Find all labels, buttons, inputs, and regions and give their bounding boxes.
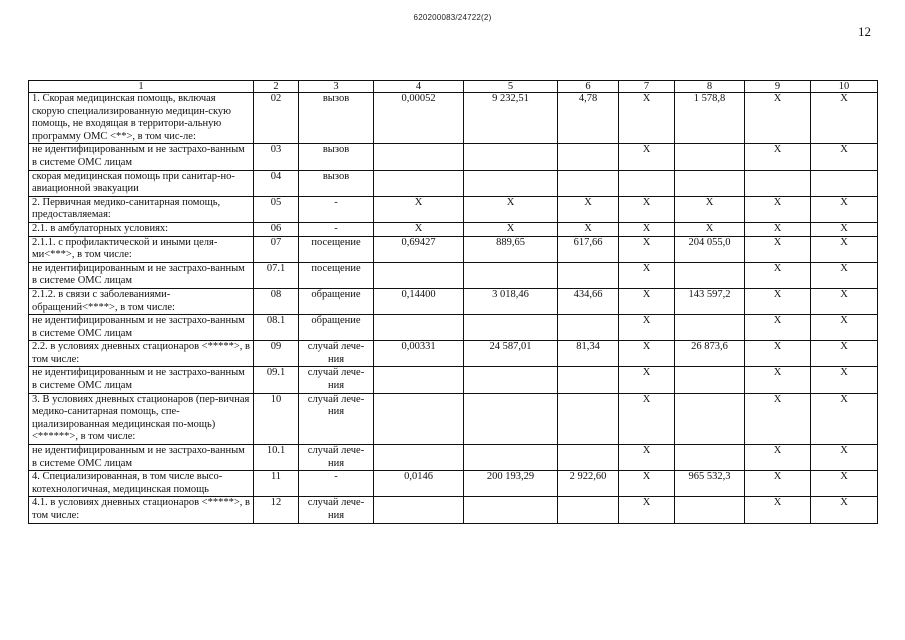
table-cell: 1. Скорая медицинская помощь, включая скорую специализированную медицин-скую помощь, не входящая в территори-альную программу ОМС <**>, в том чис-ле:	[29, 93, 254, 144]
table-cell: X	[619, 144, 675, 170]
table-cell	[558, 144, 619, 170]
table-cell: 0,69427	[374, 236, 464, 262]
table-cell: X	[745, 144, 811, 170]
table-row	[29, 315, 878, 341]
table-cell: X	[558, 196, 619, 222]
table-cell	[675, 393, 745, 444]
table-cell	[464, 393, 558, 444]
table-cell: X	[811, 236, 878, 262]
table-cell: посещение	[299, 262, 374, 288]
table-cell: 617,66	[558, 236, 619, 262]
table-cell: X	[619, 315, 675, 341]
table-cell: 889,65	[464, 236, 558, 262]
table-row	[29, 196, 878, 222]
table-cell: X	[619, 341, 675, 367]
table-cell: 2.1. в амбулаторных условиях:	[29, 222, 254, 236]
table-cell: 04	[254, 170, 299, 196]
table-row	[29, 497, 878, 523]
table-cell: 24 587,01	[464, 341, 558, 367]
table-cell: X	[811, 393, 878, 444]
table-cell: не идентифицированным и не застрахо-ванным в системе ОМС лицам	[29, 144, 254, 170]
table-cell: X	[619, 236, 675, 262]
table-row	[29, 288, 878, 314]
data-table	[28, 80, 878, 524]
table-cell: 02	[254, 93, 299, 144]
table-cell: 0,0146	[374, 471, 464, 497]
table-cell: 07.1	[254, 262, 299, 288]
table-cell: 10	[254, 393, 299, 444]
table-cell: 3 018,46	[464, 288, 558, 314]
table-cell	[374, 393, 464, 444]
table-cell: X	[811, 445, 878, 471]
table-cell: X	[811, 315, 878, 341]
table-cell: 204 055,0	[675, 236, 745, 262]
table-cell	[558, 497, 619, 523]
table-cell: 2.2. в условиях дневных стационаров <*****>, в том числе:	[29, 341, 254, 367]
table-cell: X	[811, 196, 878, 222]
table-row	[29, 170, 878, 196]
table-cell: X	[745, 393, 811, 444]
table-cell	[675, 445, 745, 471]
table-cell: обращение	[299, 288, 374, 314]
table-cell: не идентифицированным и не застрахо-ванным в системе ОМС лицам	[29, 367, 254, 393]
table-cell: не идентифицированным и не застрахо-ванным в системе ОМС лицам	[29, 445, 254, 471]
table-cell	[745, 170, 811, 196]
table-cell: X	[745, 497, 811, 523]
table-cell: случай лече-ния	[299, 367, 374, 393]
table-cell: X	[619, 393, 675, 444]
table-row	[29, 262, 878, 288]
header-row	[29, 81, 878, 93]
table-cell	[675, 262, 745, 288]
table-cell: X	[811, 471, 878, 497]
table-cell	[675, 367, 745, 393]
table-cell: 4,78	[558, 93, 619, 144]
table-cell: X	[464, 222, 558, 236]
table-cell: X	[811, 288, 878, 314]
column-header: 3	[299, 81, 374, 93]
table-cell: -	[299, 222, 374, 236]
table-cell: X	[619, 445, 675, 471]
table-cell: 81,34	[558, 341, 619, 367]
table-row	[29, 222, 878, 236]
table-cell: случай лече-ния	[299, 341, 374, 367]
table-cell: 2.1.2. в связи с заболеваниями-обращений<****>, в том числе:	[29, 288, 254, 314]
table-cell	[558, 170, 619, 196]
table-cell: X	[811, 262, 878, 288]
table-row	[29, 341, 878, 367]
table-cell: вызов	[299, 144, 374, 170]
table-cell: X	[811, 341, 878, 367]
column-header: 5	[464, 81, 558, 93]
table-cell: X	[811, 367, 878, 393]
table-cell: 11	[254, 471, 299, 497]
table-cell: X	[745, 262, 811, 288]
table-cell: -	[299, 196, 374, 222]
table-cell: 08	[254, 288, 299, 314]
table-cell: X	[619, 471, 675, 497]
table-cell	[675, 497, 745, 523]
table-cell: X	[619, 262, 675, 288]
table-cell	[558, 393, 619, 444]
table-cell	[464, 367, 558, 393]
table-cell: X	[619, 196, 675, 222]
table-cell: 09.1	[254, 367, 299, 393]
table-row	[29, 93, 878, 144]
table-cell: -	[299, 471, 374, 497]
column-header: 2	[254, 81, 299, 93]
table-cell: 2 922,60	[558, 471, 619, 497]
table-cell: X	[675, 196, 745, 222]
table-cell	[558, 262, 619, 288]
table-cell	[464, 262, 558, 288]
table-cell	[675, 315, 745, 341]
table-cell	[464, 144, 558, 170]
table-cell	[464, 170, 558, 196]
table-cell: не идентифицированным и не застрахо-ванным в системе ОМС лицам	[29, 262, 254, 288]
table-row	[29, 367, 878, 393]
table-cell: X	[745, 367, 811, 393]
table-cell: X	[811, 497, 878, 523]
table-cell	[374, 144, 464, 170]
table-cell: 434,66	[558, 288, 619, 314]
table-row	[29, 445, 878, 471]
table-cell: 3. В условиях дневных стационаров (пер-вичная медико-санитарная помощь, спе-циализированная медицинская по-мощь)<******>, в том числе:	[29, 393, 254, 444]
table-cell: 4. Специализированная, в том числе высо-котехнологичная, медицинская помощь	[29, 471, 254, 497]
document-id: 620200083/24722(2)	[413, 13, 492, 22]
table-cell: X	[619, 93, 675, 144]
table-cell	[374, 497, 464, 523]
table-cell: X	[619, 222, 675, 236]
column-header: 7	[619, 81, 675, 93]
table-cell: обращение	[299, 315, 374, 341]
table-row	[29, 471, 878, 497]
table-cell	[464, 315, 558, 341]
table-cell: 08.1	[254, 315, 299, 341]
table-cell: X	[745, 471, 811, 497]
table-row	[29, 144, 878, 170]
table-cell: X	[811, 144, 878, 170]
table-cell: 0,00331	[374, 341, 464, 367]
table-cell: 07	[254, 236, 299, 262]
table-cell: 12	[254, 497, 299, 523]
table-cell: X	[745, 445, 811, 471]
table-cell	[558, 445, 619, 471]
table-cell: вызов	[299, 93, 374, 144]
table-cell: 2. Первичная медико-санитарная помощь, предоставляемая:	[29, 196, 254, 222]
table-cell	[464, 445, 558, 471]
table-cell: X	[745, 341, 811, 367]
table-cell: X	[745, 222, 811, 236]
table-cell	[374, 262, 464, 288]
column-header: 4	[374, 81, 464, 93]
table-cell: случай лече-ния	[299, 393, 374, 444]
table-cell: X	[675, 222, 745, 236]
table-cell: 1 578,8	[675, 93, 745, 144]
table-cell	[675, 170, 745, 196]
table-cell: X	[745, 236, 811, 262]
table-cell: 2.1.1. с профилактической и иными целя-ми<***>, в том числе:	[29, 236, 254, 262]
table-cell	[374, 445, 464, 471]
table-cell	[558, 367, 619, 393]
table-row	[29, 236, 878, 262]
table-cell: X	[745, 288, 811, 314]
table-cell: 03	[254, 144, 299, 170]
table-cell: 200 193,29	[464, 471, 558, 497]
table-cell: 0,14400	[374, 288, 464, 314]
table-cell	[675, 144, 745, 170]
page-number: 12	[858, 24, 871, 39]
table-cell: X	[619, 367, 675, 393]
table-cell: 09	[254, 341, 299, 367]
table-row	[29, 393, 878, 444]
table-cell: X	[745, 93, 811, 144]
table-cell: 10.1	[254, 445, 299, 471]
table-cell: X	[745, 315, 811, 341]
table-cell: X	[374, 196, 464, 222]
table-cell: X	[745, 196, 811, 222]
table-cell: посещение	[299, 236, 374, 262]
table-cell: случай лече-ния	[299, 445, 374, 471]
table-cell: вызов	[299, 170, 374, 196]
column-header: 8	[675, 81, 745, 93]
table-cell: X	[811, 93, 878, 144]
table-cell: X	[619, 288, 675, 314]
table-cell: X	[558, 222, 619, 236]
column-header: 9	[745, 81, 811, 93]
table-cell: 05	[254, 196, 299, 222]
table-cell	[374, 315, 464, 341]
table-cell: X	[374, 222, 464, 236]
table-cell: случай лече-ния	[299, 497, 374, 523]
table-cell: не идентифицированным и не застрахо-ванным в системе ОМС лицам	[29, 315, 254, 341]
table-cell: 26 873,6	[675, 341, 745, 367]
table-cell: 965 532,3	[675, 471, 745, 497]
table-cell	[374, 170, 464, 196]
column-header: 10	[811, 81, 878, 93]
table-cell: 143 597,2	[675, 288, 745, 314]
table-cell: 4.1. в условиях дневных стационаров <*****>, в том числе:	[29, 497, 254, 523]
table-cell: X	[811, 222, 878, 236]
table-cell	[464, 497, 558, 523]
column-header: 6	[558, 81, 619, 93]
table-cell: 06	[254, 222, 299, 236]
table-cell: X	[619, 497, 675, 523]
table-cell: X	[464, 196, 558, 222]
column-header: 1	[29, 81, 254, 93]
table-cell: 0,00052	[374, 93, 464, 144]
table-cell	[619, 170, 675, 196]
table-cell: скорая медицинская помощь при санитар-но-авиационной эвакуации	[29, 170, 254, 196]
table-cell	[374, 367, 464, 393]
table-cell	[558, 315, 619, 341]
table-cell	[811, 170, 878, 196]
table-cell: 9 232,51	[464, 93, 558, 144]
